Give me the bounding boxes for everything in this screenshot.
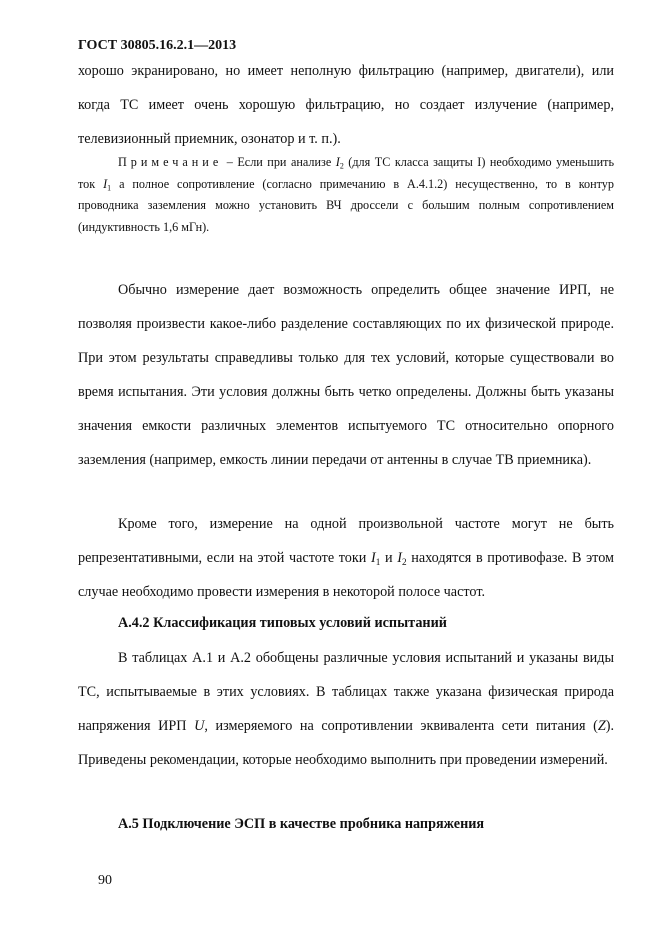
note-paragraph: Примечание – Если при анализе $I_2$ (для ТС класса защиты I) необходимо уменьшить ток $I_1$ а полное сопротивление (согласно примечанию в А.4.1.2) несущественно, то в контур проводника заземления можно установить ВЧ дроссели с большим полным сопротивлением (индуктивность 1,6 мГн). (78, 155, 614, 234)
note-label: Примечание (118, 155, 223, 169)
paragraph-continuation: хорошо экранировано, но имеет неполную фильтрацию (например, двигатели), или когда ТС имеет очень хорошую фильтрацию, но создает излучение (например, телевизионный приемник, озонатор и т. п.). (78, 63, 614, 147)
section-heading-a5: А.5 Подключение ЭСП в качестве пробника напряжения (118, 816, 485, 832)
paragraph-frequency: Кроме того, измерение на одной произвольной частоте могут не быть репрезентативными, если на этой частоте токи $I_1$ и $I_2$ находятся в противофазе. В этом случае необходимо провести измерения в некоторой полосе частот. (78, 516, 614, 600)
page-number: 90 (98, 873, 112, 888)
paragraph-tables: В таблицах А.1 и А.2 обобщены различные условия испытаний и указаны виды ТС, испытываемые в этих условиях. В таблицах также указана физическая природа напряжения ИРП U, измеряемого на сопротивлении эквивалента сети питания (Z). Приведены рекомендации, которые необходимо выполнить при проведении измерений. (78, 650, 614, 768)
section-heading-a42: А.4.2 Классификация типовых условий испытаний (118, 615, 447, 631)
paragraph-measurement: Обычно измерение дает возможность определить общее значение ИРП, не позволяя произвести какое-либо разделение составляющих по их физической природе. При этом результаты справедливы только для тех условий, которые существовали во время испытания. Эти условия должны быть четко определены. Должны быть указаны значения емкости различных элементов испытуемого ТС относительно опорного заземления (например, емкость линии передачи от антенны в случае ТВ приемника). (78, 282, 614, 468)
document-header: ГОСТ 30805.16.2.1—2013 (78, 38, 237, 53)
